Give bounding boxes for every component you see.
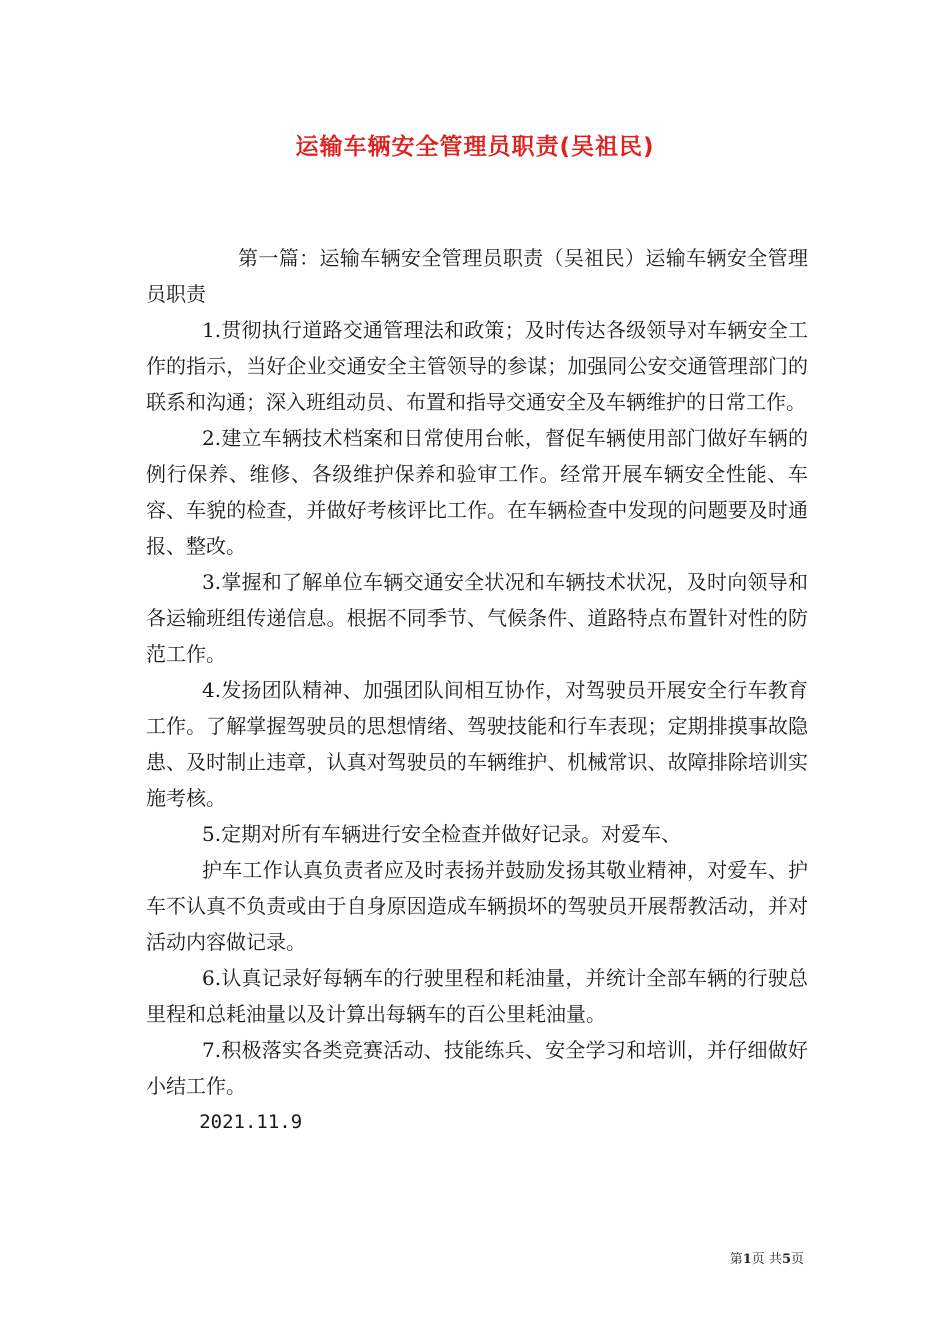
document-body [146, 240, 808, 1140]
item-7-paragraph: 7.积极落实各类竞赛活动、技能练兵、安全学习和培训，并仔细做好小结工作。 [146, 1038, 808, 1098]
item-2-paragraph: 2.建立车辆技术档案和日常使用台帐，督促车辆使用部门做好车辆的例行保养、维修、各级维护保养和验审工作。经常开展车辆安全性能、车容、车貌的检查，并做好考核评比工作。在车辆检查中发现的问题要及时通报、整改。 [146, 426, 808, 558]
lead-paragraph: 第一篇：运输车辆安全管理员职责（吴祖民）运输车辆安全管理员职责 [146, 246, 808, 306]
footer-total-pages: 5 [781, 1252, 791, 1267]
footer-suffix: 页 [790, 1252, 804, 1267]
item-4-paragraph: 4.发扬团队精神、加强团队间相互协作，对驾驶员开展安全行车教育工作。了解掌握驾驶员的思想情绪、驾驶技能和行车表现；定期排摸事故隐患、及时制止违章，认真对驾驶员的车辆维护、机械常识、故障排除培训实施考核。 [146, 678, 808, 810]
footer-current-page: 1 [742, 1252, 752, 1267]
document-date: 2021.11.9 [199, 1111, 303, 1133]
footer-prefix: 第 [729, 1252, 743, 1267]
item-5-continuation-paragraph: 护车工作认真负责者应及时表扬并鼓励发扬其敬业精神，对爱车、护车不认真不负责或由于自身原因造成车辆损坏的驾驶员开展帮教活动，并对活动内容做记录。 [146, 858, 808, 954]
item-3-paragraph: 3.掌握和了解单位车辆交通安全状况和车辆技术状况，及时向领导和各运输班组传递信息。根据不同季节、气候条件、道路特点布置针对性的防范工作。 [146, 570, 808, 666]
document-title: 运输车辆安全管理员职责(吴祖民) [295, 134, 655, 160]
footer-middle: 页 共 [751, 1252, 782, 1267]
page-number-footer [730, 1248, 804, 1267]
item-1-paragraph: 1.贯彻执行道路交通管理法和政策；及时传达各级领导对车辆安全工作的指示，当好企业交通安全主管领导的参谋；加强同公安交通管理部门的联系和沟通；深入班组动员、布置和指导交通安全及车辆维护的日常工作。 [146, 318, 808, 414]
item-5-paragraph: 5.定期对所有车辆进行安全检查并做好记录。对爱车、 [202, 822, 682, 846]
item-6-paragraph: 6.认真记录好每辆车的行驶里程和耗油量，并统计全部车辆的行驶总里程和总耗油量以及计算出每辆车的百公里耗油量。 [146, 966, 808, 1026]
